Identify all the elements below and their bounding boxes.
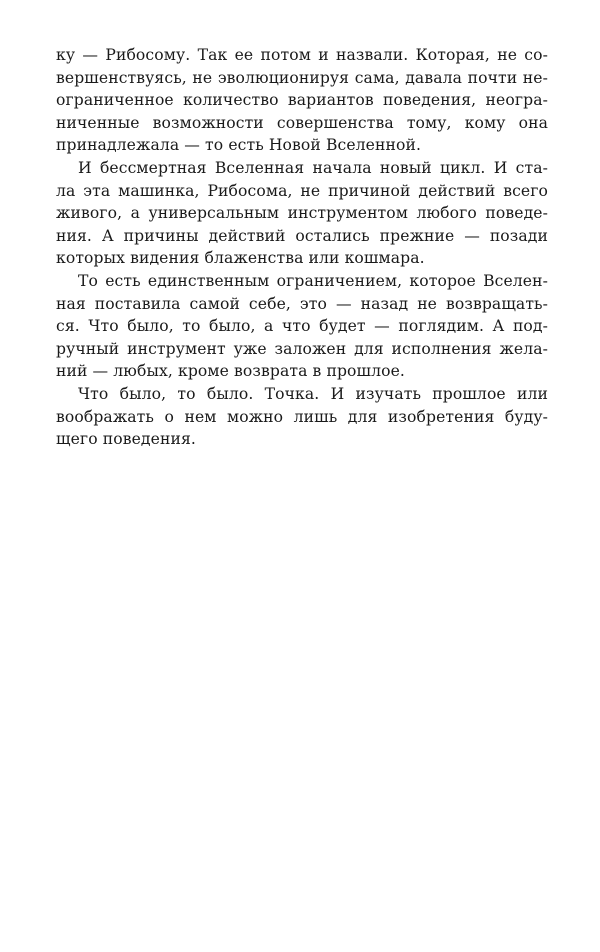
- text-line: То есть единственным ограничением, которое Вселен-: [78, 271, 548, 290]
- text-line: ная поставила самой себе, это — назад не возвращать-: [56, 294, 548, 313]
- text-line: принадлежала — то есть Новой Вселенной.: [56, 136, 422, 155]
- text-line: ручный инструмент уже заложен для исполнения жела-: [56, 339, 548, 358]
- text-line: воображать о нем можно лишь для изобретения буду-: [56, 407, 548, 426]
- text-line: ся. Что было, то было, а что будет — поглядим. А под-: [56, 317, 548, 336]
- text-line: ла эта машинка, Рибосома, не причиной действий всего: [56, 181, 548, 200]
- paragraph-3: [56, 270, 548, 383]
- text-line: И бессмертная Вселенная начала новый цикл. И ста-: [78, 158, 548, 177]
- paragraph-4: [56, 383, 548, 451]
- text-line: ний — любых, кроме возврата в прошлое.: [56, 362, 405, 381]
- paragraph-2: [56, 157, 548, 270]
- text-line: щего поведения.: [56, 430, 196, 449]
- text-line: Что было, то было. Точка. И изучать прошлое или: [78, 384, 548, 403]
- text-line: ограниченное количество вариантов поведения, неогра-: [56, 91, 548, 110]
- text-line: ку — Рибосому. Так ее потом и назвали. Которая, не со-: [56, 46, 548, 64]
- paragraph-1: [56, 44, 548, 157]
- text-line: которых видения блаженства или кошмара.: [56, 249, 425, 268]
- body-text: [56, 44, 548, 451]
- text-line: ниченные возможности совершенства тому, кому она: [56, 113, 548, 132]
- text-line: вершенствуясь, не эволюционируя сама, давала почти не-: [56, 68, 548, 87]
- text-line: живого, а универсальным инструментом любого поведе-: [56, 204, 548, 223]
- text-line: ния. А причины действий остались прежние — позади: [56, 226, 548, 245]
